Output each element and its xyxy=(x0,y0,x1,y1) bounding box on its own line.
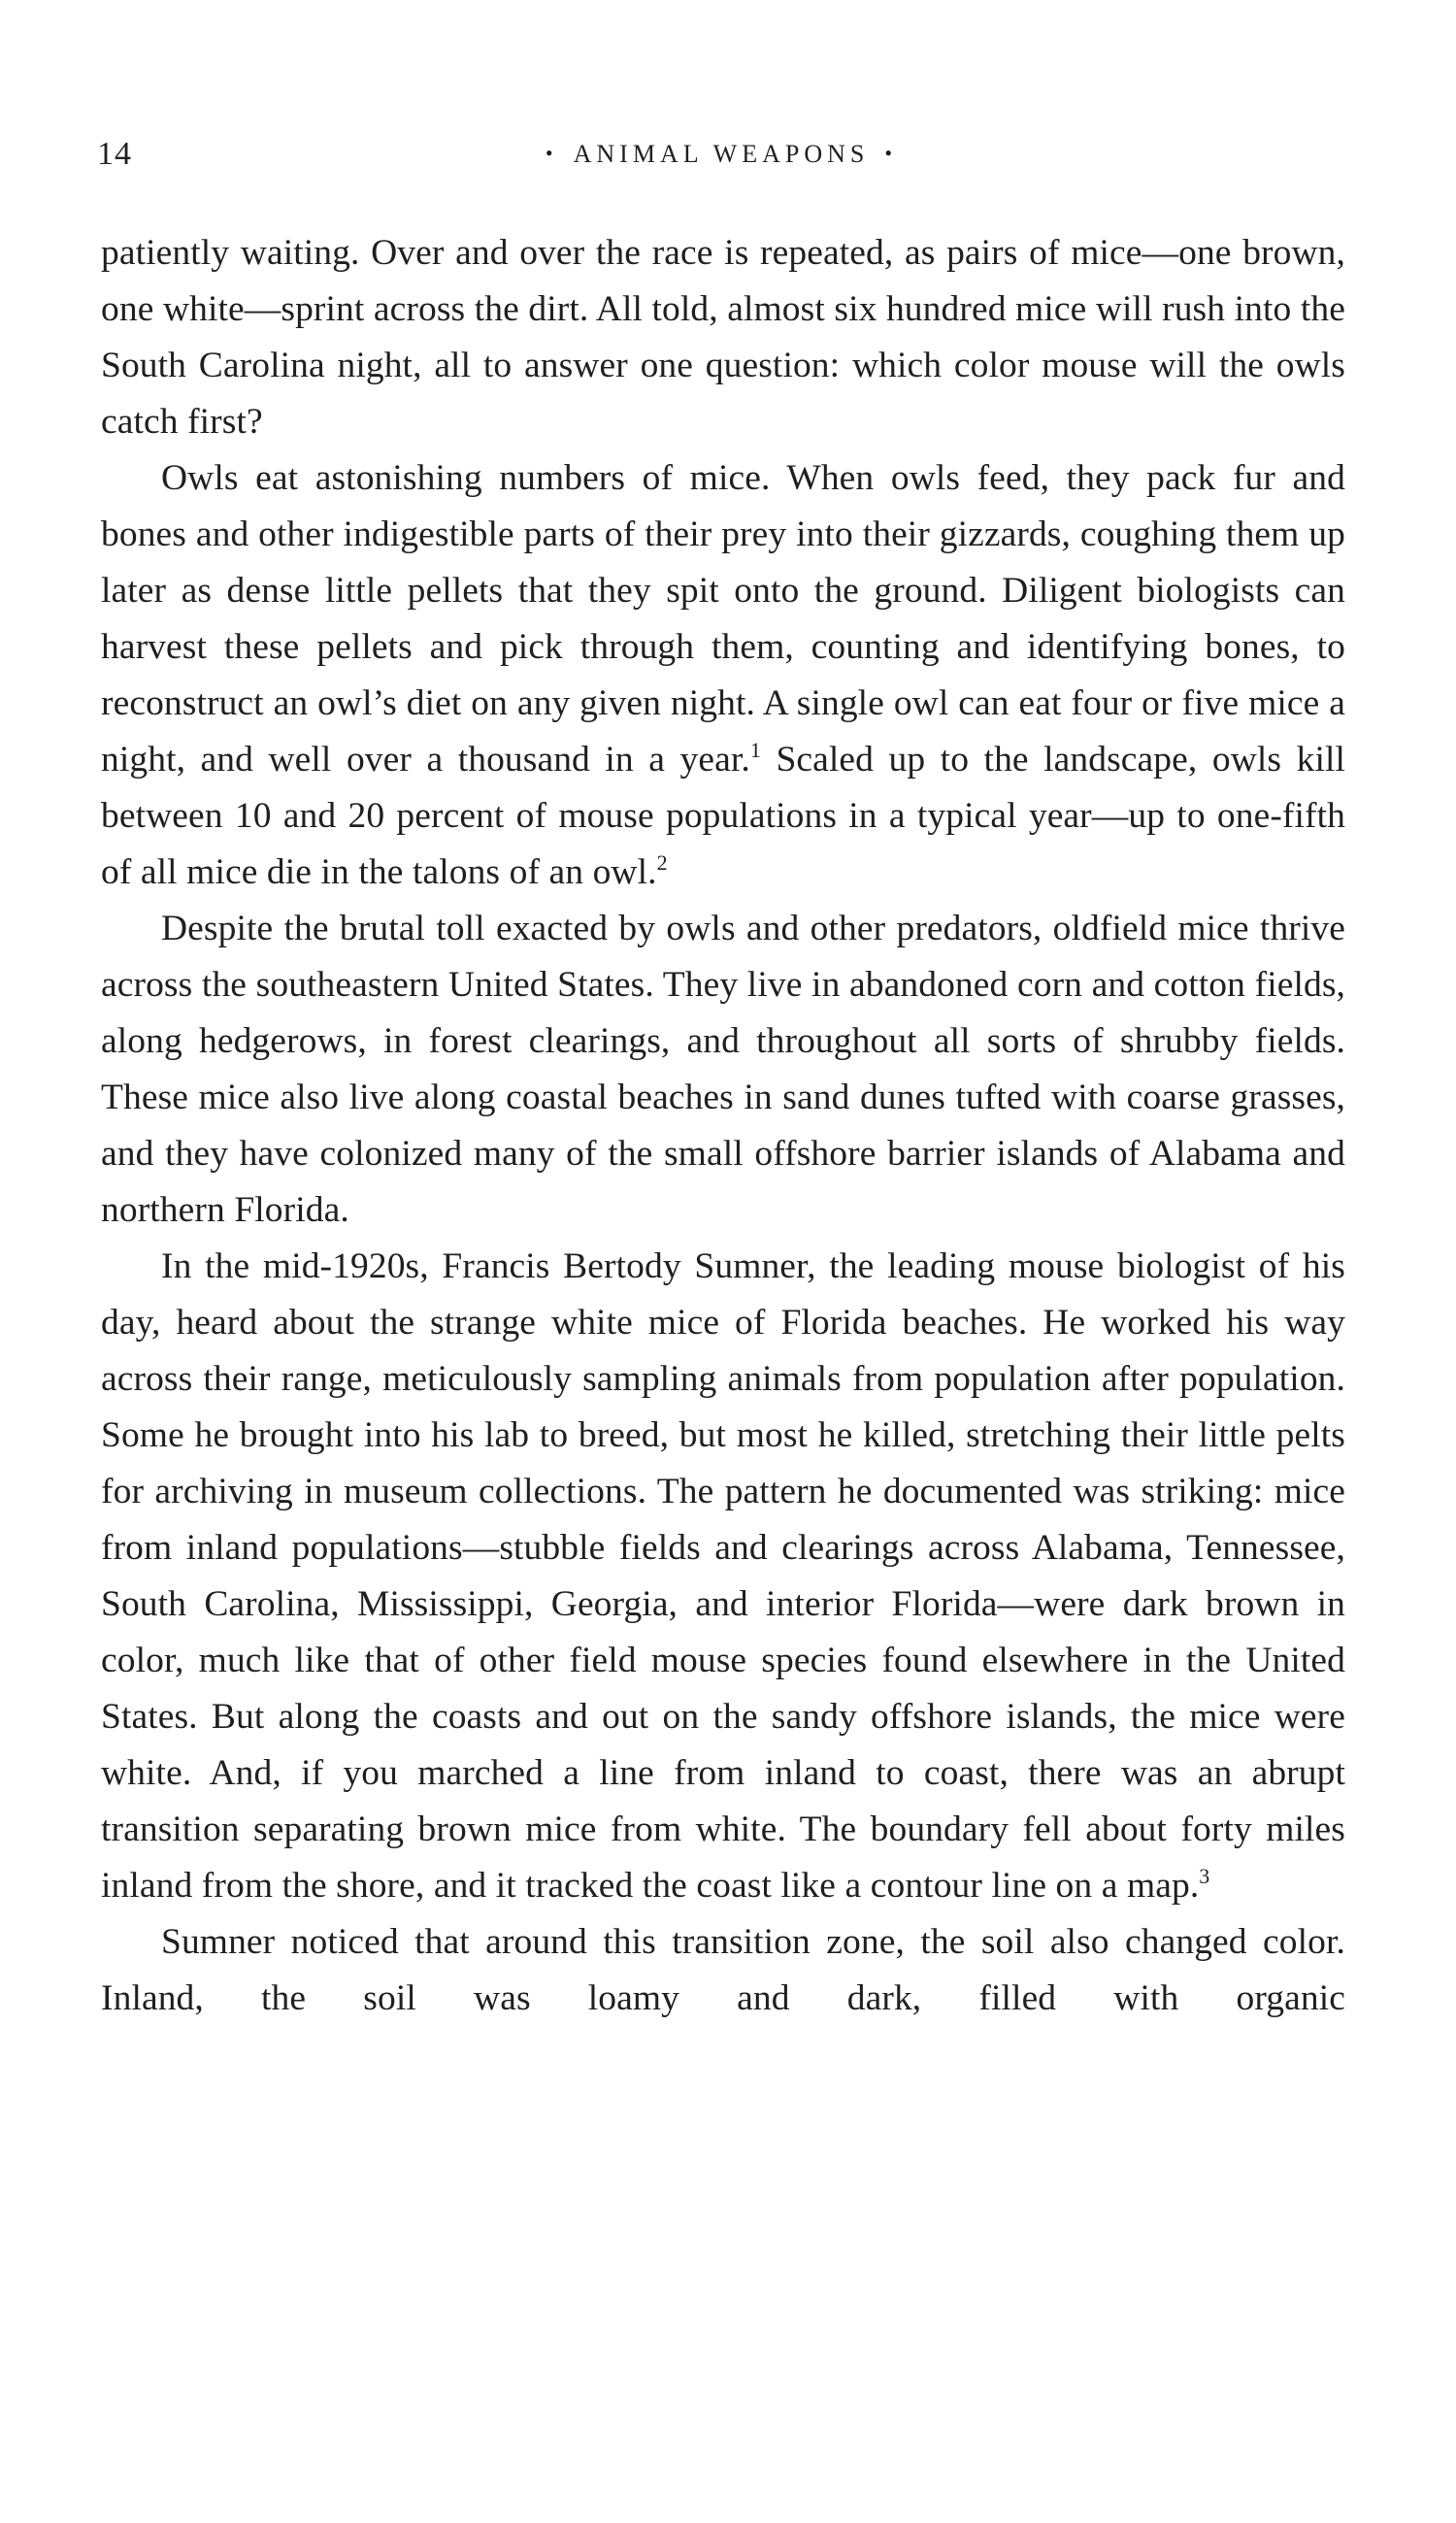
running-head-title: ANIMAL WEAPONS xyxy=(573,140,870,168)
running-head xyxy=(97,140,1345,169)
paragraph xyxy=(101,901,1345,1239)
paragraph xyxy=(101,450,1345,901)
paragraph-text: Owls eat astonishing numbers of mice. When owls feed, they pack fur and bones and other indigestible parts of their prey into their gizzards, coughing them up later as dense little pellets that they spit onto the ground. Diligent biologists can harvest these pellets and pick through them, counting and identifying bones, to reconstruct an owl’s diet on any given night. A single owl can eat four or five mice a night, and well over a thousand in a year. xyxy=(101,458,1345,780)
running-head-bullet-right: • xyxy=(884,141,898,165)
paragraph xyxy=(101,1914,1345,2027)
footnote-marker: 2 xyxy=(656,850,668,875)
paragraph-continued xyxy=(101,225,1345,450)
footnote-marker: 1 xyxy=(749,738,761,762)
footnote-marker: 3 xyxy=(1199,1864,1210,1888)
page-number: 14 xyxy=(97,136,132,172)
paragraph-text: In the mid-1920s, Francis Bertody Sumner, the leading mouse biologist of his day, heard about the strange white mice of Florida beaches. He worked his way across their range, meticulously sampling animals from population after population. Some he brought into his lab to breed, but most he killed, stretching their little pelts for archiving in museum collections. The pattern he documented was striking: mice from inland populations—stubble fields and clearings across Alabama, Tennessee, South Carolina, Mississippi, Georgia, and interior Florida—were dark brown in color, much like that of other field mouse species found elsewhere in the United States. But along the coasts and out on the sandy offshore islands, the mice were white. And, if you marched a line from inland to coast, there was an abrupt transition separating brown mice from white. The boundary fell about forty miles inland from the shore, and it tracked the coast like a contour line on a map. xyxy=(101,1246,1345,1906)
paragraph-text: Sumner noticed that around this transition zone, the soil also changed color. Inland, the soil was loamy and dark, filled with organic xyxy=(101,1922,1345,2018)
running-head-bullet-left: • xyxy=(545,141,558,165)
paragraph-text: Despite the brutal toll exacted by owls and other predators, oldfield mice thrive across the southeastern United States. They live in abandoned corn and cotton fields, along hedgerows, in forest clearings, and throughout all sorts of shrubby fields. These mice also live along coastal beaches in sand dunes tufted with coarse grasses, and they have colonized many of the small offshore barrier islands of Alabama and northern Florida. xyxy=(101,909,1345,1230)
page-header xyxy=(97,136,1345,184)
body-text xyxy=(101,225,1345,2027)
paragraph-text: patiently waiting. Over and over the race is repeated, as pairs of mice—one brown, one white—sprint across the dirt. All told, almost six hundred mice will rush into the South Carolina night, all to answer one question: which color mouse will the owls catch first? xyxy=(101,233,1345,442)
paragraph-text: Scaled up to the landscape, owls kill between 10 and 20 percent of mouse populations in a typical year—up to one-fifth of all mice die in the talons of an owl. xyxy=(101,740,1345,892)
paragraph xyxy=(101,1239,1345,1914)
